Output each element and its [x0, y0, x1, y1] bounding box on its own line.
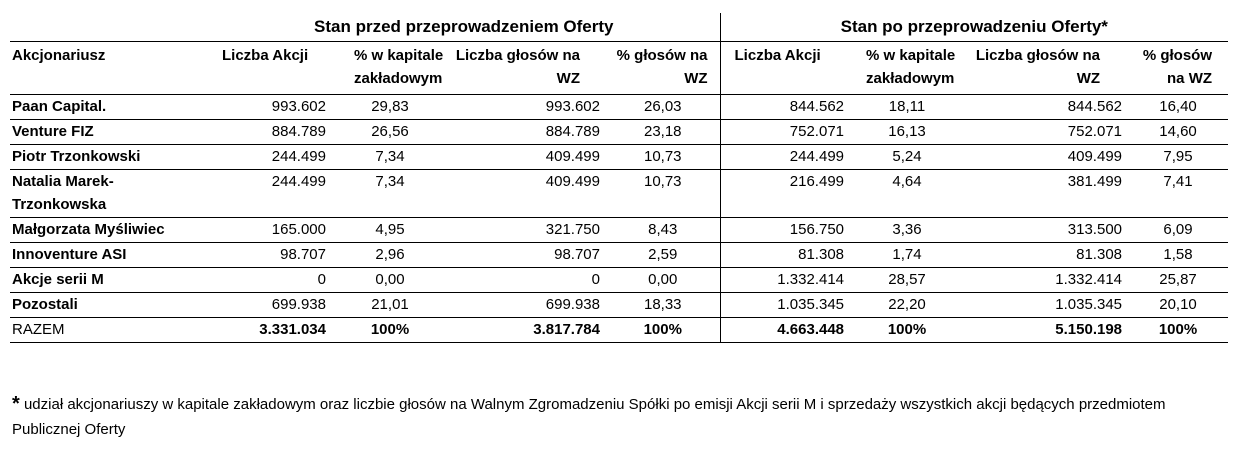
shares-after-cell: 1.332.414: [720, 268, 850, 293]
votes-pct-before-cell: 10,73: [606, 170, 720, 218]
votes-pct-after-cell: 20,10: [1128, 293, 1228, 318]
shares-before-cell: 244.499: [208, 170, 332, 218]
col-header-shares-after: Liczba Akcji: [720, 42, 850, 95]
votes-pct-after-cell: 14,60: [1128, 120, 1228, 145]
votes-pct-after-cell: 25,87: [1128, 268, 1228, 293]
shares-before-cell: 98.707: [208, 243, 332, 268]
capital-pct-before-cell: 4,95: [332, 218, 448, 243]
shareholder-name-cell: Innoventure ASI: [10, 243, 208, 268]
shares-before-cell: 993.602: [208, 95, 332, 120]
shares-after-cell: 216.499: [720, 170, 850, 218]
total-votes-after: 5.150.198: [964, 318, 1128, 343]
votes-pct-before-cell: 8,43: [606, 218, 720, 243]
table-row: [10, 293, 1228, 318]
table-row: [10, 120, 1228, 145]
votes-after-cell: 1.035.345: [964, 293, 1128, 318]
capital-pct-before-cell: 21,01: [332, 293, 448, 318]
votes-pct-after-cell: 7,95: [1128, 145, 1228, 170]
capital-pct-before-cell: 0,00: [332, 268, 448, 293]
column-header-row: [10, 42, 1228, 95]
shares-before-cell: 699.938: [208, 293, 332, 318]
total-votes-pct-after: 100%: [1128, 318, 1228, 343]
col-header-capital-pct-before: % w kapitale zakładowym: [332, 42, 448, 95]
capital-pct-after-cell: 22,20: [850, 293, 964, 318]
capital-pct-after-cell: 1,74: [850, 243, 964, 268]
footnote-text: udział akcjonariuszy w kapitale zakładowym oraz liczbie głosów na Walnym Zgromadzeniu Spółki po emisji Akcji serii M i sprzedaży wszystkich akcji będących przedmiotem Publicznej Oferty: [12, 396, 1166, 438]
votes-pct-after-cell: 1,58: [1128, 243, 1228, 268]
votes-pct-after-cell: 16,40: [1128, 95, 1228, 120]
capital-pct-before-cell: 26,56: [332, 120, 448, 145]
group-header-blank: [10, 13, 208, 42]
shares-before-cell: 0: [208, 268, 332, 293]
shareholder-name-cell: Małgorzata Myśliwiec: [10, 218, 208, 243]
capital-pct-after-cell: 3,36: [850, 218, 964, 243]
table-row: [10, 268, 1228, 293]
col-header-votes-after: Liczba głosów na WZ: [964, 42, 1128, 95]
votes-pct-before-cell: 23,18: [606, 120, 720, 145]
table-row: [10, 95, 1228, 120]
total-label: RAZEM: [10, 318, 208, 343]
votes-before-cell: 98.707: [448, 243, 606, 268]
col-header-shareholder: Akcjonariusz: [10, 42, 208, 95]
capital-pct-after-cell: 28,57: [850, 268, 964, 293]
votes-before-cell: 409.499: [448, 145, 606, 170]
col-header-shares-before: Liczba Akcji: [208, 42, 332, 95]
table-body: [10, 95, 1228, 343]
votes-before-cell: 699.938: [448, 293, 606, 318]
footnote: [12, 392, 1238, 442]
col-header-votes-before: Liczba głosów na WZ: [448, 42, 606, 95]
votes-after-cell: 381.499: [964, 170, 1128, 218]
shareholder-name-cell: Paan Capital.: [10, 95, 208, 120]
votes-pct-before-cell: 0,00: [606, 268, 720, 293]
shareholder-structure-table: [10, 13, 1228, 343]
votes-after-cell: 752.071: [964, 120, 1128, 145]
capital-pct-before-cell: 7,34: [332, 170, 448, 218]
votes-before-cell: 884.789: [448, 120, 606, 145]
capital-pct-before-cell: 7,34: [332, 145, 448, 170]
shareholder-name-cell: Piotr Trzonkowski: [10, 145, 208, 170]
votes-before-cell: 993.602: [448, 95, 606, 120]
table-row: [10, 170, 1228, 218]
capital-pct-after-cell: 16,13: [850, 120, 964, 145]
table-row-total: [10, 318, 1228, 343]
shares-before-cell: 244.499: [208, 145, 332, 170]
votes-pct-after-cell: 7,41: [1128, 170, 1228, 218]
shares-after-cell: 844.562: [720, 95, 850, 120]
col-header-capital-pct-after: % w kapitale zakładowym: [850, 42, 964, 95]
votes-after-cell: 313.500: [964, 218, 1128, 243]
col-header-votes-pct-before: % głosów na WZ: [606, 42, 720, 95]
shareholder-name-cell: Natalia Marek-Trzonkowska: [10, 170, 208, 218]
shareholder-name-cell: Akcje serii M: [10, 268, 208, 293]
total-capital-pct-after: 100%: [850, 318, 964, 343]
group-header-after: Stan po przeprowadzeniu Oferty*: [720, 13, 1228, 42]
total-votes-pct-before: 100%: [606, 318, 720, 343]
shares-before-cell: 165.000: [208, 218, 332, 243]
votes-after-cell: 844.562: [964, 95, 1128, 120]
votes-after-cell: 409.499: [964, 145, 1128, 170]
capital-pct-before-cell: 29,83: [332, 95, 448, 120]
votes-after-cell: 81.308: [964, 243, 1128, 268]
group-header-before: Stan przed przeprowadzeniem Oferty: [208, 13, 720, 42]
shares-after-cell: 752.071: [720, 120, 850, 145]
capital-pct-after-cell: 5,24: [850, 145, 964, 170]
shareholder-name-cell: Venture FIZ: [10, 120, 208, 145]
shares-after-cell: 81.308: [720, 243, 850, 268]
total-votes-before: 3.817.784: [448, 318, 606, 343]
votes-before-cell: 321.750: [448, 218, 606, 243]
capital-pct-after-cell: 18,11: [850, 95, 964, 120]
total-shares-before: 3.331.034: [208, 318, 332, 343]
total-shares-after: 4.663.448: [720, 318, 850, 343]
table-row: [10, 218, 1228, 243]
votes-pct-before-cell: 10,73: [606, 145, 720, 170]
group-header-row: [10, 13, 1228, 42]
votes-after-cell: 1.332.414: [964, 268, 1128, 293]
footnote-marker: *: [12, 393, 20, 415]
votes-before-cell: 409.499: [448, 170, 606, 218]
shares-after-cell: 244.499: [720, 145, 850, 170]
capital-pct-after-cell: 4,64: [850, 170, 964, 218]
shares-after-cell: 156.750: [720, 218, 850, 243]
table-row: [10, 145, 1228, 170]
capital-pct-before-cell: 2,96: [332, 243, 448, 268]
votes-pct-before-cell: 18,33: [606, 293, 720, 318]
total-capital-pct-before: 100%: [332, 318, 448, 343]
votes-pct-after-cell: 6,09: [1128, 218, 1228, 243]
table-row: [10, 243, 1228, 268]
votes-pct-before-cell: 2,59: [606, 243, 720, 268]
col-header-votes-pct-after: % głosów na WZ: [1128, 42, 1228, 95]
shares-after-cell: 1.035.345: [720, 293, 850, 318]
votes-pct-before-cell: 26,03: [606, 95, 720, 120]
shareholder-name-cell: Pozostali: [10, 293, 208, 318]
shares-before-cell: 884.789: [208, 120, 332, 145]
votes-before-cell: 0: [448, 268, 606, 293]
